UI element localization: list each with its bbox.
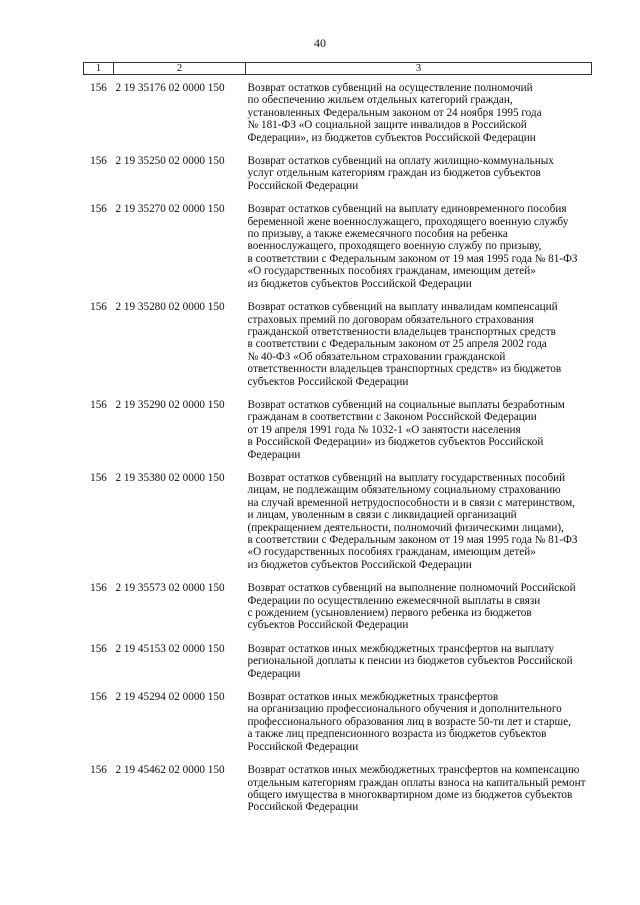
- column-header-2: 2: [114, 63, 246, 75]
- description-line: гражданской ответственности владельцев транспортных средств: [247, 325, 556, 338]
- description-line: из бюджетов субъектов Российской Федерации: [247, 277, 472, 290]
- description-line: Возврат остатков субвенций на выплату единовременного пособия: [247, 203, 567, 216]
- description-line: Возврат остатков субвенций на выполнение полномочий Российской: [247, 582, 576, 595]
- budget-classification-code-cell: 2 19 35176 02 0000 150: [115, 82, 225, 94]
- description-line: общего имущества в многоквартирном доме из бюджетов субъектов: [247, 788, 573, 801]
- admin-code-cell: 156: [90, 398, 107, 411]
- description-line: Федерации: [247, 667, 301, 680]
- budget-classification-code-cell: 2 19 45153 02 0000 150: [115, 642, 225, 655]
- description-line: гражданам в соответствии с Законом Российской Федерации: [247, 411, 537, 424]
- description-line: в Российской Федерации» из бюджетов субъектов Российской: [247, 436, 544, 449]
- description-line: Федерации по осуществлению ежемесячной выплаты в связи: [247, 594, 541, 607]
- description-line: а также лиц предпенсионного возраста из бюджетов субъектов: [247, 728, 547, 741]
- description-line: Возврат остатков иных межбюджетных трансфертов на компенсацию: [247, 764, 580, 777]
- admin-code-cell: 156: [90, 82, 107, 94]
- description-line: по обеспечению жильем отдельных категорий граждан,: [247, 94, 513, 107]
- description-line: в соответствии с Федеральным законом от 19 мая 1995 года № 81-ФЗ: [247, 534, 578, 546]
- description-line: установленных Федеральным законом от 24 ноября 1995 года: [247, 106, 542, 119]
- description-line: (прекращением деятельности, полномочий физическими лицами),: [247, 521, 564, 534]
- budget-classification-code-cell: 2 19 35270 02 0000 150: [115, 203, 225, 216]
- description-line: ответственности владельцев транспортных средств» из бюджетов: [247, 363, 562, 376]
- budget-classification-code-cell: 2 19 35250 02 0000 150: [115, 155, 225, 168]
- admin-code-cell: 156: [90, 764, 107, 777]
- budget-classification-code-cell: 2 19 35573 02 0000 150: [115, 582, 225, 595]
- description-line: на случай временной нетрудоспособности и в связи с материнством,: [247, 496, 575, 509]
- budget-code-table: [83, 62, 592, 818]
- description-line: Возврат остатков субвенций на социальные выплаты безработным: [247, 398, 565, 411]
- description-line: «О государственных пособиях гражданам, имеющим детей»: [247, 546, 536, 559]
- description-line: Федерации: [247, 448, 301, 461]
- admin-code-cell: 156: [90, 691, 107, 704]
- column-header-1: 1: [84, 63, 114, 75]
- admin-code-cell: 156: [90, 642, 107, 655]
- table-header-row: [84, 63, 592, 75]
- description-line: в соответствии с Федеральным законом от 19 мая 1995 года № 81-ФЗ: [247, 252, 578, 265]
- table-row: [84, 392, 592, 465]
- table-row: [84, 75, 592, 149]
- description-cell: [246, 636, 592, 684]
- description-line: Российской Федерации: [247, 801, 359, 814]
- table-row: [84, 148, 592, 196]
- admin-code-cell: 156: [90, 301, 107, 314]
- column-header-3: 3: [246, 63, 592, 75]
- admin-code-cell: 156: [90, 203, 107, 216]
- description-line: отдельным категориям граждан оплаты взноса на капитальный ремонт: [247, 776, 586, 789]
- budget-classification-code-cell: 2 19 35380 02 0000 150: [115, 471, 225, 484]
- table-row: [84, 294, 592, 392]
- description-line: субъектов Российской Федерации: [247, 619, 409, 632]
- table-row: [84, 636, 592, 684]
- table-row: [84, 757, 592, 818]
- description-line: Возврат остатков субвенций на выплату инвалидам компенсаций: [247, 301, 558, 314]
- description-line: региональной доплаты к пенсии из бюджетов субъектов Российской: [247, 655, 573, 668]
- description-line: Российской Федерации: [247, 740, 359, 753]
- description-line: Возврат остатков иных межбюджетных трансфертов на выплату: [247, 642, 555, 655]
- description-line: в соответствии с Федеральным законом от 25 апреля 2002 года: [247, 338, 547, 351]
- description-line: беременной жене военнослужащего, проходящего военную службу: [247, 215, 569, 228]
- description-line: и лицам, уволенным в связи с ликвидацией организаций: [247, 509, 517, 522]
- budget-classification-code-cell: 2 19 45294 02 0000 150: [115, 691, 225, 704]
- description-line: Возврат остатков иных межбюджетных трансфертов: [247, 691, 499, 704]
- description-line: на организацию профессионального обучения и дополнительного: [247, 703, 562, 716]
- description-cell: [246, 465, 592, 575]
- description-line: с рождением (усыновлением) первого ребенка из бюджетов: [247, 607, 532, 620]
- page-number: 40: [314, 36, 326, 50]
- description-line: профессионального образования лиц в возрасте 50-ти лет и старше,: [247, 715, 571, 728]
- description-cell: [246, 148, 592, 196]
- description-line: по призыву, а также ежемесячного пособия на ребенка: [247, 228, 508, 241]
- description-line: Федерации», из бюджетов субъектов Российской Федерации: [247, 131, 536, 144]
- description-line: Возврат остатков субвенций на осуществление полномочий: [247, 82, 533, 94]
- admin-code-cell: 156: [90, 155, 107, 168]
- description-line: Возврат остатков субвенций на выплату государственных пособий: [247, 471, 566, 484]
- table-row: [84, 684, 592, 757]
- description-line: Российской Федерации: [247, 179, 359, 192]
- description-line: из бюджетов субъектов Российской Федерации: [247, 558, 472, 571]
- budget-classification-code-cell: 2 19 45462 02 0000 150: [115, 764, 225, 777]
- description-line: от 19 апреля 1991 года № 1032-1 «О занятости населения: [247, 423, 521, 436]
- budget-classification-code-cell: 2 19 35280 02 0000 150: [115, 301, 225, 314]
- description-line: страховых премий по договорам обязательного страхования: [247, 313, 534, 326]
- description-cell: [246, 294, 592, 392]
- description-cell: [246, 392, 592, 465]
- description-line: военнослужащего, проходящего военную службу по призыву,: [247, 240, 542, 253]
- description-cell: [246, 757, 592, 818]
- table-row: [84, 575, 592, 636]
- description-line: Возврат остатков субвенций на оплату жилищно-коммунальных: [247, 155, 554, 168]
- description-cell: [246, 575, 592, 636]
- admin-code-cell: 156: [90, 582, 107, 595]
- table-row: [84, 196, 592, 294]
- description-line: субъектов Российской Федерации: [247, 375, 409, 388]
- description-line: лицам, не подлежащим обязательному социальному страхованию: [247, 484, 561, 497]
- description-line: № 181-ФЗ «О социальной защите инвалидов в Российской: [247, 119, 527, 132]
- description-cell: [246, 75, 592, 149]
- budget-classification-code-cell: 2 19 35290 02 0000 150: [115, 398, 225, 411]
- description-cell: [246, 684, 592, 757]
- description-line: услуг отдельным категориям граждан из бюджетов субъектов: [247, 167, 541, 180]
- description-cell: [246, 196, 592, 294]
- description-line: «О государственных пособиях гражданам, имеющим детей»: [247, 265, 536, 278]
- description-line: № 40-ФЗ «Об обязательном страховании гражданской: [247, 350, 506, 363]
- admin-code-cell: 156: [90, 471, 107, 484]
- table-row: [84, 465, 592, 575]
